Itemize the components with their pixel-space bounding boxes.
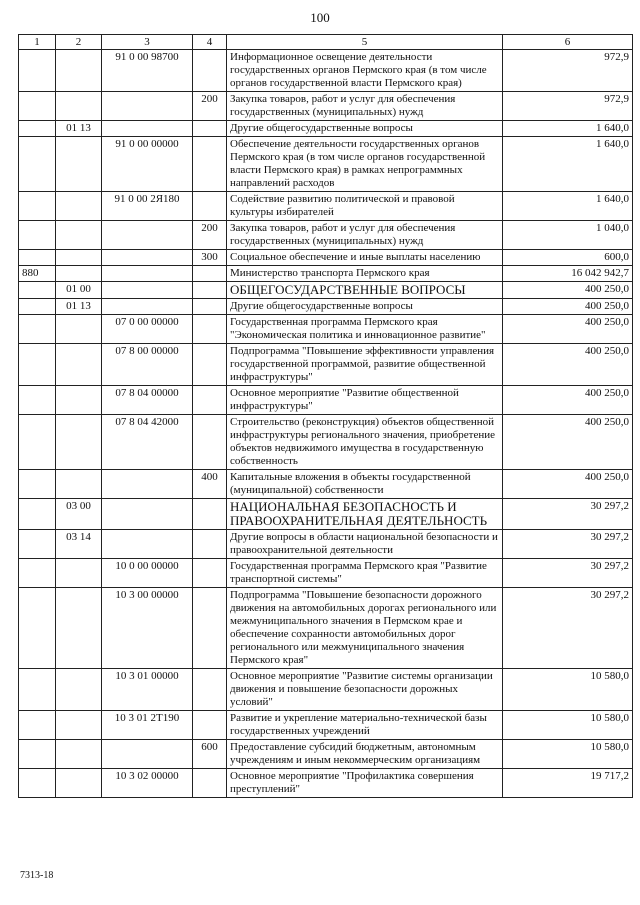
amount-cell: 30 297,2: [503, 530, 633, 559]
section-code-cell: [19, 588, 56, 669]
amount-cell: 972,9: [503, 50, 633, 92]
target-article-cell: 10 3 01 2Т190: [102, 711, 193, 740]
subsection-code-cell: [56, 137, 102, 192]
subsection-code-cell: [56, 669, 102, 711]
table-row: [19, 415, 633, 470]
table-row: [19, 92, 633, 121]
table-row: [19, 192, 633, 221]
expense-type-cell: [193, 386, 227, 415]
subsection-code-cell: [56, 92, 102, 121]
expense-type-cell: [193, 192, 227, 221]
subsection-code-cell: [56, 711, 102, 740]
section-code-cell: [19, 530, 56, 559]
section-code-cell: [19, 669, 56, 711]
section-code-cell: 880: [19, 266, 56, 282]
table-row: [19, 769, 633, 798]
item-name-cell: ОБЩЕГОСУДАРСТВЕННЫЕ ВОПРОСЫ: [227, 282, 503, 299]
section-code-cell: [19, 137, 56, 192]
budget-table: [18, 34, 633, 798]
item-name-cell: Предоставление субсидий бюджетным, автономным учреждениям и иным некоммерческим организациям: [227, 740, 503, 769]
item-name-cell: Основное мероприятие "Профилактика совершения преступлений": [227, 769, 503, 798]
table-row: [19, 344, 633, 386]
expense-type-cell: [193, 266, 227, 282]
target-article-cell: [102, 530, 193, 559]
target-article-cell: 10 0 00 00000: [102, 559, 193, 588]
amount-cell: 400 250,0: [503, 282, 633, 299]
table-row: [19, 711, 633, 740]
amount-cell: 10 580,0: [503, 669, 633, 711]
amount-cell: 400 250,0: [503, 386, 633, 415]
amount-cell: 400 250,0: [503, 344, 633, 386]
subsection-code-cell: 01 13: [56, 299, 102, 315]
target-article-cell: [102, 250, 193, 266]
item-name-cell: Министерство транспорта Пермского края: [227, 266, 503, 282]
item-name-cell: Капитальные вложения в объекты государственной (муниципальной) собственности: [227, 470, 503, 499]
target-article-cell: 10 3 02 00000: [102, 769, 193, 798]
item-name-cell: НАЦИОНАЛЬНАЯ БЕЗОПАСНОСТЬ И ПРАВООХРАНИТЕЛЬНАЯ ДЕЯТЕЛЬНОСТЬ: [227, 499, 503, 530]
amount-cell: 400 250,0: [503, 415, 633, 470]
table-row: [19, 299, 633, 315]
subsection-code-cell: [56, 266, 102, 282]
expense-type-cell: [193, 588, 227, 669]
item-name-cell: Государственная программа Пермского края "Экономическая политика и инновационное развитие": [227, 315, 503, 344]
amount-cell: 16 042 942,7: [503, 266, 633, 282]
amount-cell: 400 250,0: [503, 470, 633, 499]
amount-cell: 1 040,0: [503, 221, 633, 250]
column-header: 5: [227, 35, 503, 50]
subsection-code-cell: [56, 559, 102, 588]
item-name-cell: Социальное обеспечение и иные выплаты населению: [227, 250, 503, 266]
item-name-cell: Закупка товаров, работ и услуг для обеспечения государственных (муниципальных) нужд: [227, 221, 503, 250]
table-row: [19, 499, 633, 530]
section-code-cell: [19, 250, 56, 266]
expense-type-cell: 200: [193, 92, 227, 121]
subsection-code-cell: [56, 740, 102, 769]
subsection-code-cell: 03 14: [56, 530, 102, 559]
subsection-code-cell: [56, 221, 102, 250]
expense-type-cell: [193, 415, 227, 470]
section-code-cell: [19, 121, 56, 137]
expense-type-cell: [193, 711, 227, 740]
table-row: [19, 121, 633, 137]
amount-cell: 1 640,0: [503, 121, 633, 137]
table-row: [19, 50, 633, 92]
section-code-cell: [19, 386, 56, 415]
subsection-code-cell: [56, 588, 102, 669]
section-code-cell: [19, 711, 56, 740]
column-header: 3: [102, 35, 193, 50]
target-article-cell: [102, 221, 193, 250]
item-name-cell: Основное мероприятие "Развитие системы организации движения и повышение безопасности дорожных условий": [227, 669, 503, 711]
item-name-cell: Закупка товаров, работ и услуг для обеспечения государственных (муниципальных) нужд: [227, 92, 503, 121]
amount-cell: 400 250,0: [503, 299, 633, 315]
table-row: [19, 137, 633, 192]
amount-cell: 30 297,2: [503, 559, 633, 588]
target-article-cell: [102, 299, 193, 315]
item-name-cell: Основное мероприятие "Развитие общественной инфраструктуры": [227, 386, 503, 415]
expense-type-cell: 600: [193, 740, 227, 769]
target-article-cell: [102, 92, 193, 121]
item-name-cell: Информационное освещение деятельности государственных органов Пермского края (в том числе органов государственной власти Пермского края): [227, 50, 503, 92]
item-name-cell: Подпрограмма "Повышение эффективности управления государственной программой, развитие общественной инфраструктуры": [227, 344, 503, 386]
subsection-code-cell: 01 13: [56, 121, 102, 137]
subsection-code-cell: [56, 50, 102, 92]
target-article-cell: 10 3 01 00000: [102, 669, 193, 711]
item-name-cell: Строительство (реконструкция) объектов общественной инфраструктуры регионального значения, приобретение объектов недвижимого имущества в государственную собственность: [227, 415, 503, 470]
table-row: [19, 282, 633, 299]
subsection-code-cell: [56, 470, 102, 499]
column-header-row: [19, 35, 633, 50]
section-code-cell: [19, 192, 56, 221]
expense-type-cell: [193, 299, 227, 315]
target-article-cell: [102, 499, 193, 530]
target-article-cell: 91 0 00 2Я180: [102, 192, 193, 221]
target-article-cell: 91 0 00 98700: [102, 50, 193, 92]
section-code-cell: [19, 221, 56, 250]
column-header: 4: [193, 35, 227, 50]
subsection-code-cell: [56, 769, 102, 798]
expense-type-cell: [193, 344, 227, 386]
subsection-code-cell: [56, 315, 102, 344]
document-code: 7313-18: [20, 870, 54, 881]
amount-cell: 1 640,0: [503, 137, 633, 192]
expense-type-cell: [193, 50, 227, 92]
target-article-cell: 07 8 04 00000: [102, 386, 193, 415]
section-code-cell: [19, 499, 56, 530]
target-article-cell: [102, 740, 193, 769]
amount-cell: 10 580,0: [503, 740, 633, 769]
amount-cell: 1 640,0: [503, 192, 633, 221]
section-code-cell: [19, 769, 56, 798]
section-code-cell: [19, 282, 56, 299]
expense-type-cell: [193, 137, 227, 192]
expense-type-cell: [193, 282, 227, 299]
page-number: 100: [310, 10, 330, 25]
subsection-code-cell: 03 00: [56, 499, 102, 530]
item-name-cell: Другие общегосударственные вопросы: [227, 121, 503, 137]
expense-type-cell: [193, 499, 227, 530]
table-row: [19, 588, 633, 669]
expense-type-cell: [193, 315, 227, 344]
amount-cell: 10 580,0: [503, 711, 633, 740]
target-article-cell: 07 8 04 42000: [102, 415, 193, 470]
item-name-cell: Развитие и укрепление материально-технической базы государственных учреждений: [227, 711, 503, 740]
table-row: [19, 266, 633, 282]
section-code-cell: [19, 415, 56, 470]
expense-type-cell: [193, 530, 227, 559]
item-name-cell: Другие вопросы в области национальной безопасности и правоохранительной деятельности: [227, 530, 503, 559]
item-name-cell: Государственная программа Пермского края "Развитие транспортной системы": [227, 559, 503, 588]
amount-cell: 30 297,2: [503, 499, 633, 530]
target-article-cell: [102, 121, 193, 137]
section-code-cell: [19, 299, 56, 315]
amount-cell: 19 717,2: [503, 769, 633, 798]
table-row: [19, 221, 633, 250]
target-article-cell: 91 0 00 00000: [102, 137, 193, 192]
target-article-cell: 07 0 00 00000: [102, 315, 193, 344]
column-header: 1: [19, 35, 56, 50]
item-name-cell: Обеспечение деятельности государственных органов Пермского края (в том числе органов государственной власти Пермского края) в рамках непрограммных направлений расходов: [227, 137, 503, 192]
section-code-cell: [19, 92, 56, 121]
subsection-code-cell: [56, 250, 102, 266]
amount-cell: 400 250,0: [503, 315, 633, 344]
section-code-cell: [19, 50, 56, 92]
table-row: [19, 250, 633, 266]
section-code-cell: [19, 344, 56, 386]
subsection-code-cell: 01 00: [56, 282, 102, 299]
amount-cell: 972,9: [503, 92, 633, 121]
expense-type-cell: 400: [193, 470, 227, 499]
item-name-cell: Другие общегосударственные вопросы: [227, 299, 503, 315]
item-name-cell: Подпрограмма "Повышение безопасности дорожного движения на автомобильных дорогах регионального или межмуниципального значения в Пермском крае и обеспечение сохранности автомобильных дорог регионального или межмуниципального значения Пермского края": [227, 588, 503, 669]
expense-type-cell: [193, 121, 227, 137]
column-header: 6: [503, 35, 633, 50]
table-row: [19, 740, 633, 769]
expense-type-cell: 300: [193, 250, 227, 266]
item-name-cell: Содействие развитию политической и правовой культуры избирателей: [227, 192, 503, 221]
table-row: [19, 559, 633, 588]
expense-type-cell: [193, 559, 227, 588]
section-code-cell: [19, 740, 56, 769]
target-article-cell: [102, 470, 193, 499]
table-row: [19, 386, 633, 415]
section-code-cell: [19, 559, 56, 588]
target-article-cell: 10 3 00 00000: [102, 588, 193, 669]
section-code-cell: [19, 470, 56, 499]
column-header: 2: [56, 35, 102, 50]
section-code-cell: [19, 315, 56, 344]
subsection-code-cell: [56, 415, 102, 470]
target-article-cell: [102, 282, 193, 299]
expense-type-cell: [193, 669, 227, 711]
table-row: [19, 315, 633, 344]
table-row: [19, 530, 633, 559]
target-article-cell: [102, 266, 193, 282]
table-row: [19, 669, 633, 711]
subsection-code-cell: [56, 386, 102, 415]
amount-cell: 600,0: [503, 250, 633, 266]
table-row: [19, 470, 633, 499]
target-article-cell: 07 8 00 00000: [102, 344, 193, 386]
subsection-code-cell: [56, 344, 102, 386]
amount-cell: 30 297,2: [503, 588, 633, 669]
expense-type-cell: [193, 769, 227, 798]
subsection-code-cell: [56, 192, 102, 221]
expense-type-cell: 200: [193, 221, 227, 250]
